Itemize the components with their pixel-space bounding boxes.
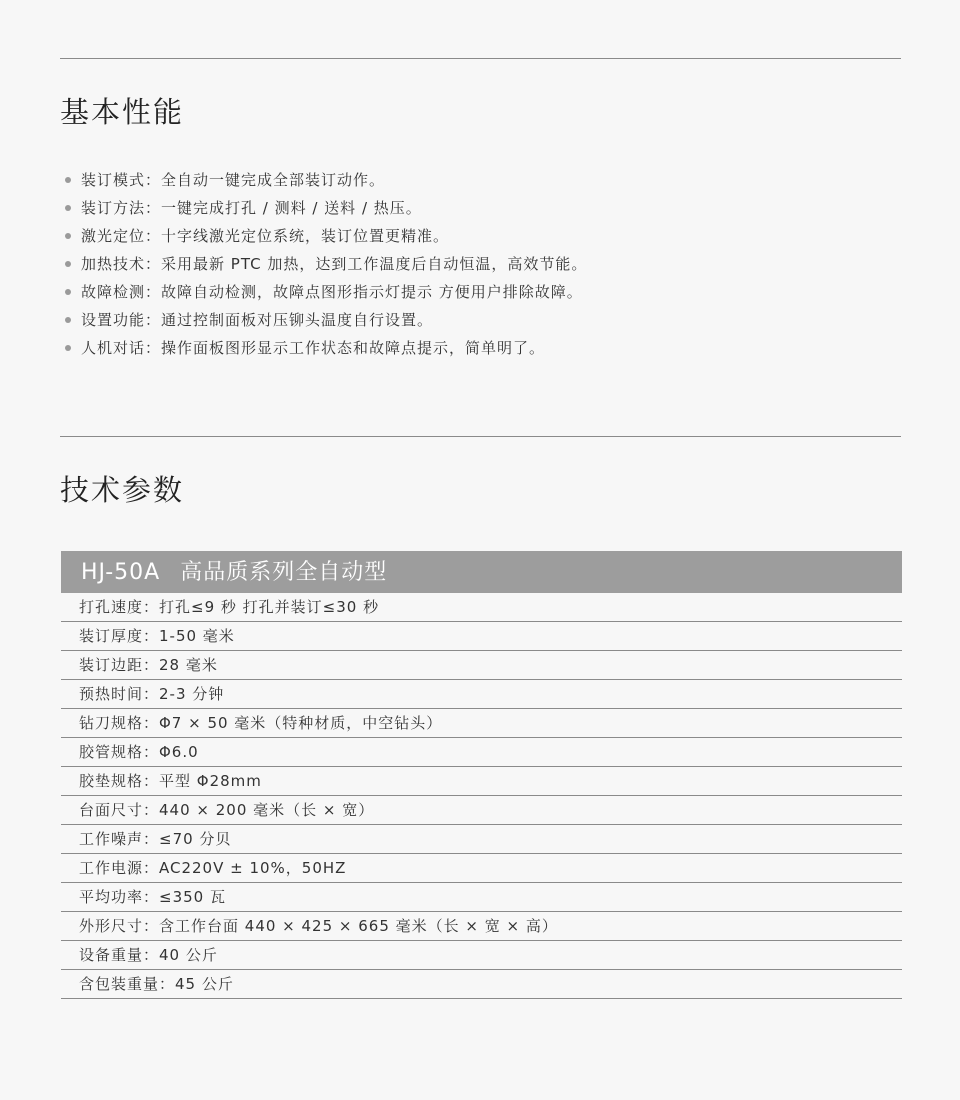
spec-row: 设备重量：40 公斤 [61,941,902,970]
series-name: 高品质系列全自动型 [180,560,388,585]
model-name: HJ-50A [81,560,161,585]
feature-text: 设置功能：通过控制面板对压铆头温度自行设置。 [81,311,434,329]
spec-row: 工作噪声：≤70 分贝 [61,825,902,854]
bullet-icon [65,289,71,295]
spec-row: 钻刀规格：Φ7 × 50 毫米（特种材质，中空钻头） [61,709,902,738]
spec-row: 装订边距：28 毫米 [61,651,902,680]
bullet-icon [65,345,71,351]
spec-row: 装订厚度：1-50 毫米 [61,622,902,651]
bullet-icon [65,317,71,323]
bullet-icon [65,261,71,267]
feature-item [60,278,901,306]
spec-row: 打孔速度：打孔≤9 秒 打孔并装订≤30 秒 [61,593,902,622]
feature-text: 加热技术：采用最新 PTC 加热，达到工作温度后自动恒温，高效节能。 [81,255,588,273]
bullet-icon [65,205,71,211]
specs-heading: 技术参数 [60,473,185,507]
feature-text: 装订模式：全自动一键完成全部装订动作。 [81,171,386,189]
bullet-icon [65,177,71,183]
spec-row: 预热时间：2-3 分钟 [61,680,902,709]
spec-row: 台面尺寸：440 × 200 毫米（长 × 宽） [61,796,902,825]
top-divider [60,58,901,59]
feature-list [60,166,901,362]
feature-text: 人机对话：操作面板图形显示工作状态和故障点提示，简单明了。 [81,339,546,357]
feature-item [60,194,901,222]
feature-item [60,250,901,278]
performance-heading: 基本性能 [60,95,185,129]
spec-row: 平均功率：≤350 瓦 [61,883,902,912]
feature-text: 装订方法：一键完成打孔 / 测料 / 送料 / 热压。 [81,199,422,217]
feature-item [60,334,901,362]
feature-text: 激光定位：十字线激光定位系统，装订位置更精准。 [81,227,450,245]
spec-row: 胶管规格：Φ6.0 [61,738,902,767]
spec-row: 胶垫规格：平型 Φ28mm [61,767,902,796]
feature-item [60,306,901,334]
spec-row: 含包装重量：45 公斤 [61,970,902,999]
spec-table [61,551,902,999]
spec-row: 工作电源：AC220V ± 10%，50HZ [61,854,902,883]
section-divider [60,436,901,437]
spec-table-header [61,551,902,593]
feature-text: 故障检测：故障自动检测，故障点图形指示灯提示 方便用户排除故障。 [81,283,583,301]
bullet-icon [65,233,71,239]
feature-item [60,222,901,250]
spec-row: 外形尺寸：含工作台面 440 × 425 × 665 毫米（长 × 宽 × 高） [61,912,902,941]
feature-item [60,166,901,194]
